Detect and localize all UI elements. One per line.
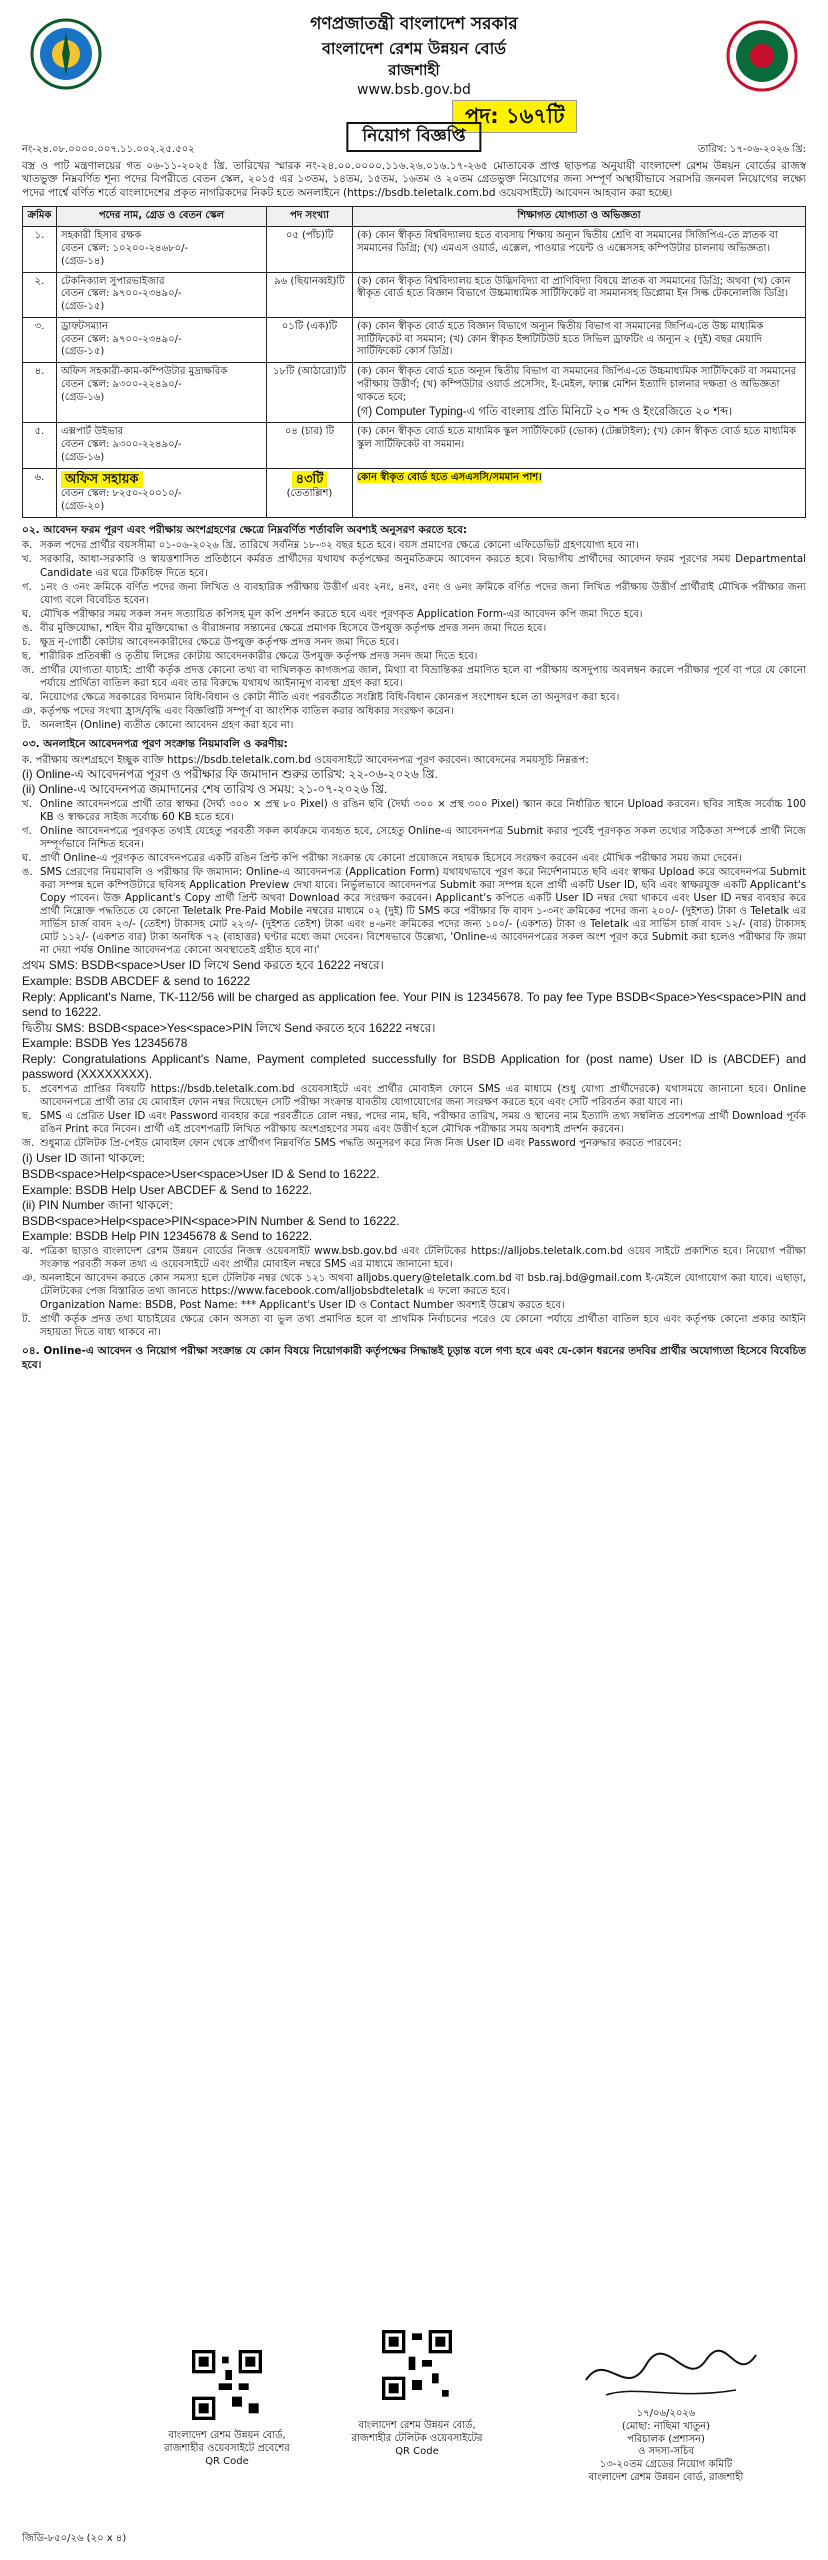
item-key: ঘ. xyxy=(22,608,32,620)
instruction-line: Example: BSDB Yes 12345678 xyxy=(22,1036,188,1051)
item-text: প্রার্থীর যোগ্যতা যাচাই: প্রার্থী কর্তৃক প্রদত্ত কোনো তথ্য বা দাখিলকৃত কাগজপত্র জাল, মিথ্যা বা বিভ্রান্তিকর প্রমাণিত হলে বা পরীক্ষায় অসদুপায় অবলম্বন করলে পরীক্ষার পূর্বে বা পরে যে কোনো পর্যায়ে প্রার্থিতা বাতিল করা হবে এবং তার বিরুদ্ধে যথাযথ আইনানুগ ব্যবস্থা গ্রহণ করা হবে। xyxy=(40,664,806,689)
post-count: ৪৩টি xyxy=(292,471,328,488)
section-final-note xyxy=(22,1345,806,1372)
list-item xyxy=(22,608,806,621)
govt-seal-icon xyxy=(726,20,798,92)
post-name: টেকনিক্যাল সুপারভাইজার xyxy=(61,275,165,287)
post-scale: বেতন স্কেল: ১০২০০-২৪৬৮০/- xyxy=(61,242,189,254)
post-name: ড্রাফটসম্যান xyxy=(61,320,108,332)
row-serial: ৩. xyxy=(23,317,57,362)
post-name: অফিস সহকারী-কাম-কম্পিউটার মুদ্রাক্ষরিক xyxy=(61,366,228,378)
online-rules-list-2 xyxy=(22,1083,806,1150)
post-name: এক্সপার্ট উইভার xyxy=(61,426,124,438)
table-row xyxy=(23,363,806,423)
row-count: ১৮টি (আঠারো)টি xyxy=(267,363,353,423)
row-count: ০১টি (এক)টি xyxy=(267,317,353,362)
table-row xyxy=(23,317,806,362)
qr2-label xyxy=(342,2420,492,2458)
instruction-line: (i) Online-এ আবেদনপত্র পূরণ ও পরীক্ষার ফি জমাদান শুরুর তারিখ: ২২-০৬-২০২৬ খ্রি. xyxy=(22,766,438,781)
instruction-line: Reply: Congratulations Applicant's Name, Payment completed successfully for BSDB Application for (post name) User ID is (ABCDEF) and password (XXXXXXXX). xyxy=(22,1051,806,1082)
row-post xyxy=(57,227,267,272)
col-post: পদের নাম, গ্রেড ও বেতন স্কেল xyxy=(57,207,267,227)
list-item xyxy=(22,1299,806,1312)
list-item xyxy=(22,622,806,635)
col-qualification: শিক্ষাগত যোগ্যতা ও অভিজ্ঞতা xyxy=(353,207,806,227)
instruction-line: Example: BSDB Help PIN 12345678 & Send to 16222. xyxy=(22,1229,313,1244)
qr1-label xyxy=(152,2430,302,2468)
item-text: বীর মুক্তিযোদ্ধা, শহিদ বীর মুক্তিযোদ্ধা ও বীরাঙ্গনার সন্তানের ক্ষেত্রে প্রমাণক হিসেবে উপযুক্ত কর্তৃপক্ষ প্রদত্ত সনদ জমা দিতে হবে। xyxy=(40,622,547,634)
item-text: নিয়োগের ক্ষেত্রে সরকারের বিদ্যমান বিধি-বিধান ও কোটা নীতি এবং পরবর্তীতে সংশ্লিষ্ট বিধি-বিধান কোনরূপ সংশোধন হলে তা অনুসরণ করা হবে। xyxy=(40,691,620,703)
signature-icon xyxy=(566,2340,766,2410)
row-qualification: (ক) কোন স্বীকৃত বোর্ড হতে মাধ্যমিক স্কুল সার্টিফিকেট (ভোক) (টেক্সটাইল); (খ) কোন স্বীকৃত বোর্ড হতে মাধ্যমিক স্কুল সার্টিফিকেট বা সমমান। xyxy=(353,423,806,468)
qr-code-teletalk-icon[interactable] xyxy=(382,2330,452,2400)
row-serial: ৬. xyxy=(23,468,57,517)
item-key: ঙ. xyxy=(22,622,33,634)
header xyxy=(22,14,806,155)
instruction-line: Example: BSDB Help User ABCDEF & Send to 16222. xyxy=(22,1182,313,1197)
item-key: ছ. xyxy=(22,1111,32,1123)
table-row xyxy=(23,423,806,468)
post-scale: বেতন স্কেল: ৯৩০০-২২৪৯০/- xyxy=(61,379,182,391)
instruction-line: BSDB<space>Help<space>User<space>User ID & Send to 16222. xyxy=(22,1166,380,1181)
item-key: খ. xyxy=(22,554,32,566)
item-key: গ. xyxy=(22,825,32,837)
col-count: পদ সংখ্যা xyxy=(267,207,353,227)
item-key: ঞ. xyxy=(22,706,36,717)
qualification-text: কোন স্বীকৃত বোর্ড হতে এসএসসি/সমমান পাশ। xyxy=(357,471,542,483)
item-key: ছ. xyxy=(22,650,32,662)
item-key: ঝ. xyxy=(22,691,33,703)
item-key: ঘ. xyxy=(22,852,32,864)
section-title: ০২. আবেদন ফরম পূরণ এবং পরীক্ষায় অংশগ্রহণের ক্ষেত্রে নিম্নবর্ণিত শর্তাবলি অবশ্যই অনুসরণ করতে হবে: xyxy=(22,524,468,536)
signer-committee: ১৩-২০তম গ্রেডের নিয়োগ কমিটি xyxy=(599,2459,733,2471)
item-text: SMS এ প্রেরিত User ID এবং Password ব্যবহার করে পরবর্তীতে রোল নম্বর, পদের নাম, ছবি, পরীক্ষার তারিখ, সময় ও স্থানের নাম ইত্যাদি তথ্য সম্বলিত প্রবেশপত্র প্রার্থী Download পূর্বক রঙিন Print করে নিবেন। প্রার্থী এই প্রবেশপত্রটি লিখিত পরীক্ষায় অংশগ্রহণের সময় এবং উত্তীর্ণ হলে মৌখিক পরীক্ষার সময় অবশ্যই প্রদর্শন করবেন। xyxy=(40,1111,806,1136)
row-post xyxy=(57,423,267,468)
table-row xyxy=(23,227,806,272)
post-scale: বেতন স্কেল: ৯৭০০-২৩৪৯০/- xyxy=(61,333,182,345)
row-count: ৯৬ (ছিয়ানব্বই)টি xyxy=(267,272,353,317)
conditions-list xyxy=(22,539,806,732)
item-text: ১নং ও ৩নং ক্রমিকে বর্ণিত পদের জন্য লিখিত ও ব্যবহারিক পরীক্ষায় উত্তীর্ণ এবং ২নং, ৪নং, ৫নং ও ৬নং ক্রমিকে বর্ণিত পদের জন্য লিখিত পরীক্ষায় উত্তীর্ণ প্রার্থীরাই মৌখিক পরীক্ষার জন্য যোগ্য বলে বিবেচিত হবেন। xyxy=(40,581,806,606)
item-text: Online আবেদনপত্রে পূরণকৃত তথ্যই যেহেতু পরবর্তী সকল কার্যক্রমে ব্যবহৃত হবে, সেহেতু Online-এ আবেদনপত্র Submit করার পূর্বেই পূরণকৃত সকল তথ্যের সঠিকতা সম্পর্কে প্রার্থী নিজে সম্পূর্ণভাবে নিশ্চিত হবেন। xyxy=(40,825,806,850)
post-grade: (গ্রেড-১৬) xyxy=(61,391,105,403)
item-text: শুধুমাত্র টেলিটক প্রি-পেইড মোবাইল ফোন থেকে প্রার্থীগণ নিম্নবর্ণিত SMS পদ্ধতি অনুসরণ করে নিজ নিজ User ID এবং Password পুনরুদ্ধার করতে পারবেন: xyxy=(40,1138,682,1150)
col-serial: ক্রমিক xyxy=(23,207,57,227)
item-key: চ. xyxy=(22,1084,31,1096)
row-qualification: (ক) কোন স্বীকৃত বোর্ড হতে বিজ্ঞান বিভাগে অন্যূন দ্বিতীয় বিভাগ বা সমমানের জিপিএ-তে উচ্চ মাধ্যমিক সার্টিফিকেট বা সমমান; (খ) কোন স্বীকৃত ইন্সটিটিউট হতে সিভিল ড্রাফটিং এ অন্যূন ২ (দুই) বছর মেয়াদি সার্টিফিকেট কোর্স ডিগ্রি। xyxy=(353,317,806,362)
item-text: প্রার্থী কর্তৃক প্রদত্ত তথ্য যাচাইয়ের ক্ষেত্রে কোন অসত্য বা ভুল তথ্য প্রমাণিত হলে বা প্রাথমিক নির্বাচনের পরেও যে কোনো পর্যায়ে প্রার্থীতা বাতিল হবে এবং কর্তৃপক্ষ কোনো প্রকার আইনি সহায়তা দিতে বাধ্য থাকবে না। xyxy=(40,1314,806,1339)
list-item xyxy=(22,798,806,824)
row-qualification xyxy=(353,363,806,423)
post-name: সহকারী হিসাব রক্ষক xyxy=(61,230,142,242)
list-item xyxy=(22,852,806,865)
row-qualification xyxy=(353,468,806,517)
instruction-line: Example: BSDB ABCDEF & send to 16222 xyxy=(22,973,251,988)
item-text: কর্তৃপক্ষ পদের সংখ্যা হ্রাস/বৃদ্ধি এবং বিজ্ঞপ্তিটি সম্পূর্ণ বা আংশিক বাতিল করার অধিকার সংরক্ষণ করেন। xyxy=(40,706,454,717)
item-text: Online আবেদনপত্রে প্রার্থী তার স্বাক্ষর (দৈর্ঘ্য ৩০০ × প্রস্থ ৮০ Pixel) ও রঙিন ছবি (দৈর্ঘ্য ৩০০ × প্রস্থ ৩০০ Pixel) স্ক্যান করে নির্ধারিত স্থানে Upload করবেন। ছবির সাইজ সর্বোচ্চ 100 KB ও স্বাক্ষরের সাইজ সর্বোচ্চ 60 KB হতে হবে। xyxy=(40,798,806,823)
list-item xyxy=(22,1313,806,1339)
row-serial: ১. xyxy=(23,227,57,272)
list-item xyxy=(22,650,806,663)
post-grade: (গ্রেড-২০) xyxy=(61,501,105,513)
item-key: খ. xyxy=(22,798,32,810)
post-count-words: (তেতাল্লিশ) xyxy=(286,488,333,500)
item-text: শারীরিক প্রতিবন্ধী ও তৃতীয় লিঙ্গের কোটায় আবেদনকারীর ক্ষেত্রে উপযুক্ত কর্তৃপক্ষ প্রদত্ত সনদ জমা দিতে হবে। xyxy=(40,650,478,662)
item-key: ঙ. xyxy=(22,867,33,878)
item-text: প্রার্থী Online-এ পূরণকৃত আবেদনপত্রের একটি রঙিন প্রিন্ট কপি পরীক্ষা সংক্রান্ত যে কোনো প্রয়োজনে সহায়ক হিসেবে সংরক্ষণ করবেন এবং মৌখিক পরীক্ষার সময় জমা দেবেন। xyxy=(40,852,742,864)
item-text: পত্রিকা ছাড়াও বাংলাদেশ রেশম উন্নয়ন বোর্ডের নিজস্ব ওয়েবসাইট www.bsb.gov.bd এবং টেলিটকের https://alljobs.teletalk.com.bd ওয়েব সাইটে প্রকাশিত হবে। নিয়োগ পরীক্ষা সংক্রান্ত পরবর্তী সকল তথ্য এ ওয়েবসাইটে এবং প্রার্থীর মোবাইল নম্বরে SMS এর মাধ্যমে জানানো হবে। xyxy=(40,1245,806,1270)
item-key: গ. xyxy=(22,581,32,593)
list-item xyxy=(22,664,806,690)
item-key: ট. xyxy=(22,720,31,732)
notice-date: তারিখ: ১৭-০৬-২০২৬ খ্রি: xyxy=(698,144,806,155)
list-item xyxy=(22,1137,806,1150)
website-link[interactable]: www.bsb.gov.bd xyxy=(357,82,471,99)
item-text: SMS প্রেরণের নিয়মাবলি ও পরীক্ষার ফি জমাদান: Online-এ আবেদনপত্র (Application Form) যথাযথভাবে পূরণ করে নির্দেশনামতে ছবি এবং স্বাক্ষর Upload করে আবেদনপত্র Submit করা সম্পন্ন হলে কম্পিউটারে ছবিসহ Application Preview দেখা যাবে। নির্ভুলভাবে আবেদনপত্র Submit করা সম্পন্ন হলে প্রার্থী একটি User ID, ছবি এবং স্বাক্ষরযুক্ত একটি Applicant's Copy পাবেন। উক্ত Applicant's Copy প্রার্থী প্রিন্ট অথবা Download করে সংরক্ষণ করবেন। Applicant's কপিতে একটি User ID নম্বর দেয়া থাকবে এবং User ID নম্বর ব্যবহার করে প্রার্থী নিম্নোক্ত পদ্ধতিতে যে কোনো Teletalk Pre-Paid Mobile নম্বরের মাধ্যমে ০২ (দুই) টি SMS করে পরীক্ষার ফি বাবদ ১-৩নং ক্রমিকের পদের জন্য ২০০/- (দুইশত) টাকা ও Teletalk এর সার্ভিস চার্জ বাবদ ২৩/- (তেইশ) টাকাসহ মোট ২২৩/- (দুইশত তেইশ) টাকা এবং ৪-৬নং ক্রমিকের পদের জন্য ১০০/- (একশত) টাকা ও Teletalk এর সার্ভিস চার্জ বাবদ ১২/- (বার) টাকাসহ মোট ১১২/- (একশত বার) টাকা অনধিক ৭২ (বাহাত্তর) ঘণ্টার মধ্যে জমা দেবেন। বিশেষভাবে উল্লেখ্য, 'Online-এ আবেদনপত্রের সকল অংশ পূরণ করে Submit করা হলেও পরীক্ষার ফি জমা না দেয়া পর্যন্ত Online আবেদনপত্র কোনো অবস্থাতেই গ্রহীত হবে না।' xyxy=(40,867,806,957)
row-count: ০৪ (চার) টি xyxy=(267,423,353,468)
item-key xyxy=(22,1299,40,1312)
online-rules-list-3 xyxy=(22,1245,806,1339)
row-post xyxy=(57,272,267,317)
item-key: চ. xyxy=(22,636,31,648)
post-scale: বেতন স্কেল: ৯৩০০-২২৪৯০/- xyxy=(61,439,182,451)
signer-name: (মোছা: নাছিমা খাতুন) xyxy=(621,2420,711,2432)
item-key: ঝ. xyxy=(22,1245,33,1257)
table-header-row xyxy=(23,207,806,227)
row-post xyxy=(57,317,267,362)
row-post xyxy=(57,363,267,423)
instruction-line: (ii) PIN Number জানা থাকলে: xyxy=(22,1198,173,1213)
post-scale: বেতন স্কেল: ৯৭০০-২৩৪৯০/- xyxy=(61,288,182,300)
table-row xyxy=(23,468,806,517)
memo-number: নং-২৪.০৮.০০০০.০০৭.১১.০০২.২৫.৫০২ xyxy=(22,144,195,155)
list-item xyxy=(22,691,806,704)
section-conditions xyxy=(22,524,806,732)
post-grade: (গ্রেড-১৫) xyxy=(61,346,105,358)
item-text: অনলাইন (Online) ব্যতীত কোনো আবেদন গ্রহণ করা হবে না। xyxy=(40,720,294,732)
section-online-rules xyxy=(22,738,806,1339)
item-text: প্রবেশপত্র প্রাপ্তির বিষয়টি https://bsdb.teletalk.com.bd ওয়েবসাইটে এবং প্রার্থীর মোবাইল ফোনে SMS এর মাধ্যমে (শুধু যোগ্য প্রার্থীদেরকে) যথাসময়ে জানানো হবে। Online আবেদনপত্রে প্রার্থী তার যে মোবাইল ফোন নম্বর দিয়েছেন সেটি পরীক্ষা সংক্রান্ত যাবতীয় যোগাযোগের জন্য সংরক্ষণ করতে হবে এবং সেটি পরিবর্তন করা যাবে না। xyxy=(40,1084,806,1109)
section-title: ০৪. Online-এ আবেদন ও নিয়োগ পরীক্ষা সংক্রান্ত যে কোন বিষয়ে নিয়োগকারী কর্তৃপক্ষের সিদ্ধান্তই চূড়ান্ত বলে গণ্য হবে এবং যে-কোন ধরনের তদবির প্রার্থীর অযোগ্যতা হিসেবে বিবেচিত হবে। xyxy=(22,1345,806,1371)
row-qualification: (ক) কোন স্বীকৃত বিশ্ববিদ্যালয় হতে ব্যবসায় শিক্ষায় অন্যূন দ্বিতীয় শ্রেণি বা সমমানের সিজিপিএ-তে স্নাতক বা সমমানের ডিগ্রি; (খ) এমএস ওয়ার্ড, এক্সেল, পাওয়ার পয়েন্ট ও এক্সেসসহ কম্পিউটার চালনায় অভিজ্ঞতা। xyxy=(353,227,806,272)
intro-paragraph: বস্ত্র ও পাট মন্ত্রণালয়ের গত ০৬-১১-২০২৫ খ্রি. তারিখের স্মারক নং-২৪.০০.০০০০.১১৬.২৬.০১৬.১৭-২৬৫ মোতাবেক প্রাপ্ত ছাড়পত্র অনুযায়ী বাংলাদেশ রেশম উন্নয়ন বোর্ডের রাজস্ব খাতভুক্ত নিম্নবর্ণিত শূন্য পদের বিপরীতে বেতন স্কেল, ২০১৫ এর ১৩তম, ১৪তম, ১৫তম, ১৬তম ও ২০তম গ্রেডভুক্ত নিয়োগের জন্য সম্পূর্ণ অস্থায়ীভাবে সরাসরি জনবল নিয়োগের লক্ষ্যে পদের পার্শ্বে বর্ণিত শর্তে বাংলাদেশের প্রকৃত নাগরিকদের নিকট হতে অনলাইনে (https://bsdb.teletalk.com.bd ওয়েবসাইটে) আবেদন আহবান করা হচ্ছে। xyxy=(22,160,806,199)
row-serial: ২. xyxy=(23,272,57,317)
city-name: রাজশাহী xyxy=(388,61,440,80)
instruction-line: (ii) Online-এ আবেদনপত্র জমাদানের শেষ তারিখ ও সময়: ২১-০৭-২০২৬ খ্রি. xyxy=(22,782,388,797)
posts-badge: পদ: ১৬৭টি xyxy=(452,100,577,133)
row-serial: ৫. xyxy=(23,423,57,468)
qualification-text: (ক) কোন স্বীকৃত বোর্ড হতে অন্যূন দ্বিতীয় বিভাগ বা সমমানের জিপিএ-তে উচ্চমাধ্যমিক সার্টিফিকেট বা সমমানের পরীক্ষায় উত্তীর্ণ; (খ) কম্পিউটার ওয়ার্ড প্রসেসিং, ই-মেইল, ফ্যাক্স মেশিন ইত্যাদি চালনার দক্ষতা ও অভিজ্ঞতা থাকতে হবে; xyxy=(357,366,797,403)
board-name: বাংলাদেশ রেশম উন্নয়ন বোর্ড xyxy=(321,38,507,58)
qr1-label-text: বাংলাদেশ রেশম উন্নয়ন বোর্ড, রাজশাহীর ওয়েবসাইটে প্রবেশের xyxy=(164,2430,290,2454)
govt-name: গণপ্রজাতন্ত্রী বাংলাদেশ সরকার xyxy=(310,14,518,34)
typing-requirement: (গ) Computer Typing-এ গতি বাংলায় প্রতি মিনিটে ২০ শব্দ ও ইংরেজিতে ২০ শব্দ। xyxy=(357,405,733,418)
list-item xyxy=(22,825,806,851)
row-post xyxy=(57,468,267,517)
list-item xyxy=(22,553,806,579)
list-item xyxy=(22,1083,806,1109)
item-text: অনলাইনে আবেদন করতে কোন সমস্যা হলে টেলিটক নম্বর থেকে ১২১ অথবা alljobs.query@teletalk.com.bd বা bsb.raj.bd@gmail.com ই-মেইলে যোগাযোগ করা যাবে। এছাড়া, টেলিটকের পেজ বিস্তারিত তথ্য জানতে https://www.facebook.com/alljobsbdteletalk এ ফলো করতে হবে। xyxy=(40,1272,806,1298)
footer-memo: জিডি-৮৫০/২৬ (২০ x ৪) xyxy=(22,2533,127,2545)
post-grade: (গ্রেড-১৫) xyxy=(61,301,105,313)
online-intro: ক. পরীক্ষায় অংশগ্রহণে ইচ্ছুক ব্যক্তি https://bsdb.teletalk.com.bd ওয়েবসাইটে আবেদনপত্র পূরণ করবেন। আবেদনের সময়সূচি নিম্নরূপ: xyxy=(22,754,589,766)
instruction-line: (i) User ID জানা থাকলে: xyxy=(22,1151,145,1166)
qr2-label-text: বাংলাদেশ রেশম উন্নয়ন বোর্ড, রাজশাহীর টেলিটক ওয়েবসাইটের xyxy=(351,2420,483,2444)
footer xyxy=(22,2330,806,2550)
list-item xyxy=(22,636,806,649)
list-item xyxy=(22,866,806,957)
list-item xyxy=(22,1110,806,1136)
item-key: জ. xyxy=(22,1138,35,1150)
row-count: ০৫ (পাঁচ)টি xyxy=(267,227,353,272)
qr-code-website-icon[interactable] xyxy=(192,2350,262,2420)
list-item xyxy=(22,1245,806,1271)
signer-org: বাংলাদেশ রেশম উন্নয়ন বোর্ড, রাজশাহী xyxy=(588,2471,744,2483)
row-qualification: (ক) কোন স্বীকৃত বিশ্ববিদ্যালয় হতে উদ্ভিদবিদ্যা বা প্রাণিবিদ্যা বিষয়ে স্নাতক বা সমমানের ডিগ্রি; অথবা (খ) কোন স্বীকৃত বোর্ড হতে বিজ্ঞান বিভাগে উচ্চমাধ্যমিক সার্টিফিকেট বা সমমানসহ ডিপ্লোমা ইন সিল্ক টেকনোলজি ডিগ্রি। xyxy=(353,272,806,317)
list-item xyxy=(22,705,806,718)
recovery-instructions xyxy=(22,1151,806,1245)
item-text: মৌখিক পরীক্ষার সময় সকল সনদ সত্যায়িত কপিসহ মূল কপি প্রদর্শন করতে হবে এবং পূরণকৃত Application Form-এর আবেদন কপি জমা দিতে হবে। xyxy=(40,608,643,620)
signer-block xyxy=(546,2408,786,2485)
schedule-list xyxy=(22,767,806,798)
item-text: Organization Name: BSDB, Post Name: *** Applicant's User ID ও Contact Number অবশ্যই উল্লেখ করতে হবে। xyxy=(40,1300,565,1312)
list-item xyxy=(22,1272,806,1298)
list-item xyxy=(22,719,806,732)
notice-title: নিয়োগ বিজ্ঞপ্তি xyxy=(346,122,481,152)
signer-title: পরিচালক (প্রশাসন) xyxy=(627,2433,705,2445)
qr1-caption: QR Code xyxy=(205,2455,249,2467)
signature-date: ১৭/০৬/২০২৬ xyxy=(636,2408,696,2419)
row-serial: ৪. xyxy=(23,363,57,423)
posts-table xyxy=(22,206,806,518)
item-text: সকল পদের প্রার্থীর বয়সসীমা ০১-০৬-২০২৬ খ্রি. তারিখে সর্বনিম্ন ১৮-৩২ বছর হতে হবে। বয়স প্রমাণের ক্ষেত্রে কোনো এফিডেভিট গ্রহণযোগ্য হবে না। xyxy=(40,540,639,552)
online-rules-list xyxy=(22,798,806,958)
sms-instructions xyxy=(22,958,806,1083)
item-key: ঞ. xyxy=(22,1272,36,1284)
signer-role: ও সদস্য-সচিব xyxy=(638,2446,694,2458)
section-title: ০৩. অনলাইনে আবেদনপত্র পূরণ সংক্রান্ত নিয়মাবলি ও করণীয়: xyxy=(22,738,288,751)
qr2-caption: QR Code xyxy=(395,2445,439,2457)
row-count xyxy=(267,468,353,517)
item-key: জ. xyxy=(22,664,35,676)
instruction-line: Reply: Applicant's Name, TK-112/56 will be charged as application fee. Your PIN is 12345678. To pay fee Type BSDB<Space>Yes<space>PIN and send to 16222. xyxy=(22,989,806,1020)
post-grade: (গ্রেড-১৬) xyxy=(61,451,105,463)
instruction-line: দ্বিতীয় SMS: BSDB<space>Yes<space>PIN লিখে Send করতে হবে 16222 নম্বরে। xyxy=(22,1020,436,1035)
post-name: অফিস সহায়ক xyxy=(61,471,143,488)
instruction-line: প্রথম SMS: BSDB<space>User ID লিখে Send করতে হবে 16222 নম্বরে। xyxy=(22,958,384,973)
list-item xyxy=(22,581,806,607)
item-key: ট. xyxy=(22,1314,31,1326)
post-scale: বেতন স্কেল: ৮২৫০-২০০১০/- xyxy=(61,488,182,500)
header-titles xyxy=(22,14,806,100)
post-grade: (গ্রেড-১৪) xyxy=(61,255,105,267)
item-text: সরকারি, আধা-সরকারি ও স্বায়ত্তশাসিত প্রতিষ্ঠানে কর্মরত প্রার্থীদের যথাযথ কর্তৃপক্ষের অনুমতিক্রমে আবেদন করতে হবে। বিভাগীয় প্রার্থীদের আবেদন ফরম পূরণের সময় Departmental Candidate এর ঘরে টিকচিহ্ন দিতে হবে। xyxy=(40,554,806,579)
list-item xyxy=(22,539,806,552)
item-text: ক্ষুদ্র নৃ-গোষ্ঠী কোটায় আবেদনকারীদের ক্ষেত্রে উপযুক্ত কর্তৃপক্ষ প্রদত্ত সনদ জমা দিতে হবে। xyxy=(40,636,399,648)
instruction-line: BSDB<space>Help<space>PIN<space>PIN Number & Send to 16222. xyxy=(22,1213,400,1228)
item-key: ক. xyxy=(22,540,33,552)
table-row xyxy=(23,272,806,317)
